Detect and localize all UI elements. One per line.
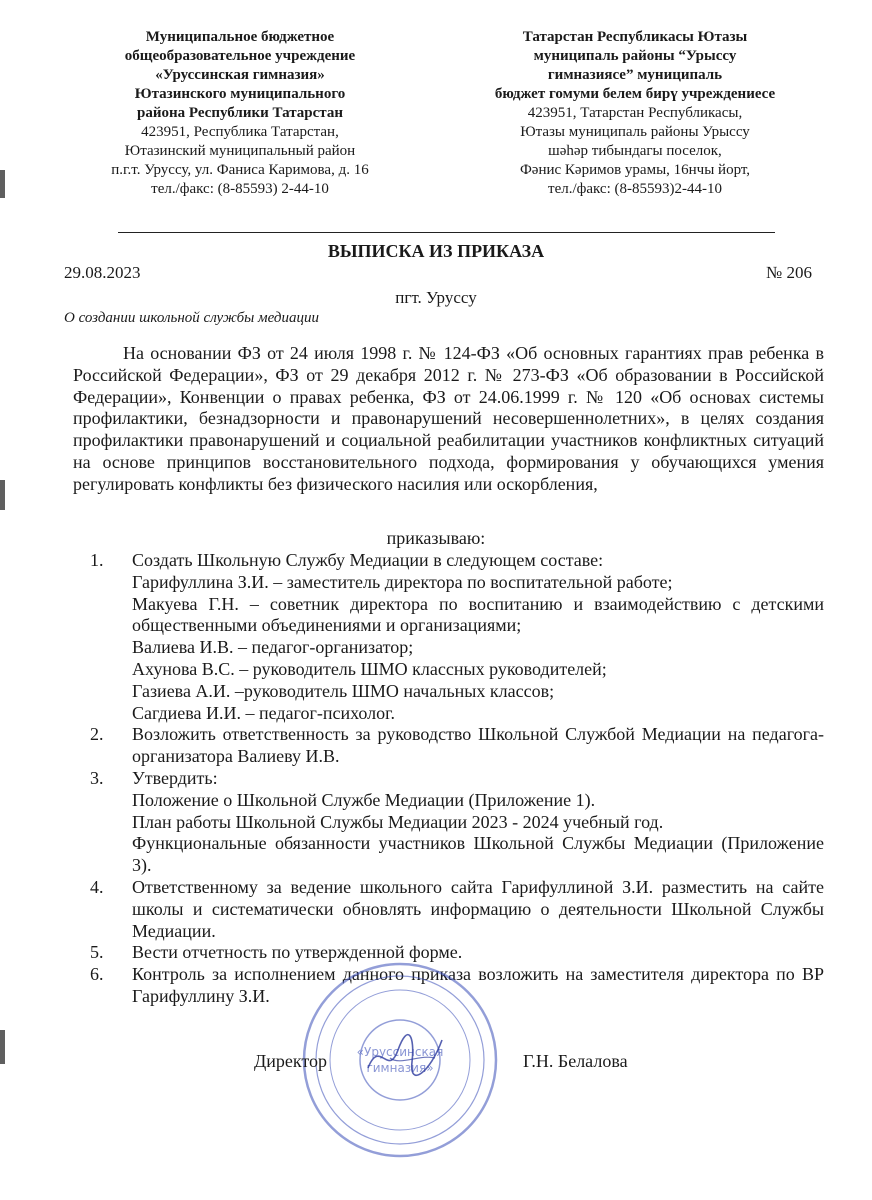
order-item — [73, 877, 824, 942]
order-place: пгт. Уруссу — [395, 288, 477, 307]
item-number: 2. — [90, 724, 104, 745]
item-number: 6. — [90, 964, 104, 985]
scan-artifact — [0, 480, 5, 510]
order-items — [73, 550, 824, 1008]
item-text: Создать Школьную Службу Медиации в следующем составе: — [132, 550, 604, 570]
letterhead — [60, 28, 820, 213]
letterhead-line: района Республики Татарстан — [137, 105, 343, 121]
order-item — [73, 768, 824, 877]
item-number: 5. — [90, 942, 104, 963]
letterhead-line: Ютазы муниципаль районы Урыссу — [520, 124, 750, 140]
order-item — [73, 550, 824, 724]
letterhead-line: 423951, Республика Татарстан, — [141, 124, 339, 140]
item-subline: Положение о Школьной Службе Медиации (Приложение 1). — [132, 789, 596, 810]
letterhead-line: Ютазинского муниципального — [134, 86, 346, 102]
item-subline: Валиева И.В. – педагог-организатор; — [132, 637, 414, 658]
scan-artifact — [0, 1030, 5, 1064]
item-text: Утвердить: — [132, 767, 218, 788]
signature-position: Директор — [254, 1051, 328, 1071]
letterhead-line: шәһәр тибындагы поселок, — [548, 143, 722, 159]
letterhead-line: п.г.т. Уруссу, ул. Фаниса Каримова, д. 16 — [111, 162, 369, 178]
item-number: 3. — [90, 767, 104, 788]
item-subline: План работы Школьной Службы Медиации 2023 - 2024 учебный год. — [132, 811, 664, 832]
letterhead-line: тел./факс: (8-85593)2-44-10 — [548, 181, 722, 197]
item-subline: Газиева А.И. –руководитель ШМО начальных классов; — [132, 680, 555, 701]
handwritten-signature — [360, 1028, 450, 1083]
stamp-text: гимназия» — [366, 1061, 434, 1075]
item-subline: Сагдиева И.И. – педагог-психолог. — [132, 702, 396, 723]
letterhead-line: общеобразовательное учреждение — [124, 48, 356, 64]
order-number: № 206 — [766, 263, 812, 282]
order-word: приказываю: — [386, 528, 486, 548]
document-title: ВЫПИСКА ИЗ ПРИКАЗА — [327, 241, 545, 261]
item-subline: Ахунова В.С. – руководитель ШМО классных руководителей; — [132, 658, 607, 679]
item-subline: Функциональные обязанности участников Школьной Службы Медиации (Приложение 3). — [132, 833, 824, 876]
item-subline: Макуева Г.Н. – советник директора по воспитанию и взаимодействию с детскими общественными объединениями и организациями; — [132, 593, 824, 636]
letterhead-line: Фәнис Кәримов урамы, 16нчы йорт, — [519, 162, 751, 178]
order-item — [73, 724, 824, 768]
letterhead-russian — [60, 28, 420, 199]
letterhead-line: Муниципальное бюджетное — [145, 29, 335, 45]
item-text: Контроль за исполнением данного приказа возложить на заместителя директора по ВР Гарифуллину З.И. — [132, 964, 824, 1006]
scan-artifact — [0, 170, 5, 198]
stamp-text: «Уруссинская — [356, 1045, 444, 1059]
letterhead-line: гимназиясе” муниципаль — [547, 67, 723, 83]
item-text: Ответственному за ведение школьного сайта Гарифуллиной З.И. разместить на сайте школы и систематически обновлять информацию о деятельности Школьной Службы Медиации. — [132, 876, 824, 941]
preamble: На основании ФЗ от 24 июля 1998 г. № 124-ФЗ «Об основных гарантиях прав ребенка в Российской Федерации», ФЗ от 29 декабря 2012 г. № 273-ФЗ «Об образовании в Российской Федерации», Конвенции о правах ребенка, ФЗ от 24.06.1999 г. № 120 «Об основах системы профилактики, безнадзорности и правонарушений несовершеннолетних», в целях создания профилактики правонарушений и социальной реабилитации участников конфликтных ситуаций на основе принципов восстановительного подхода, формирования у обучающихся умения регулировать конфликты без физического насилия или оскорбления, — [73, 343, 824, 494]
letterhead-line: тел./факс: (8-85593) 2-44-10 — [151, 181, 329, 197]
letterhead-line: Ютазинский муниципальный район — [124, 143, 356, 159]
letterhead-line: муниципаль районы “Урыссу — [533, 48, 737, 64]
letterhead-line: Татарстан Республикасы Ютазы — [522, 29, 748, 45]
order-subject: О создании школьной службы медиации — [64, 310, 319, 326]
item-text: Вести отчетность по утвержденной форме. — [132, 942, 463, 963]
letterhead-line: «Уруссинская гимназия» — [155, 67, 325, 83]
letterhead-line: 423951, Татарстан Республикасы, — [527, 105, 743, 121]
order-date: 29.08.2023 — [64, 263, 141, 282]
item-subline: Гарифуллина З.И. – заместитель директора по воспитательной работе; — [132, 571, 673, 592]
item-number: 1. — [90, 550, 104, 570]
item-text: Возложить ответственность за руководство Школьной Службой Медиации на педагога-организатора Валиеву И.В. — [132, 724, 824, 767]
signature-name: Г.Н. Белалова — [523, 1051, 628, 1071]
letterhead-tatar — [455, 28, 815, 199]
letterhead-line: бюджет гомуми белем бирү учреждениесе — [494, 86, 776, 102]
item-number: 4. — [90, 876, 104, 897]
header-divider — [118, 232, 775, 233]
